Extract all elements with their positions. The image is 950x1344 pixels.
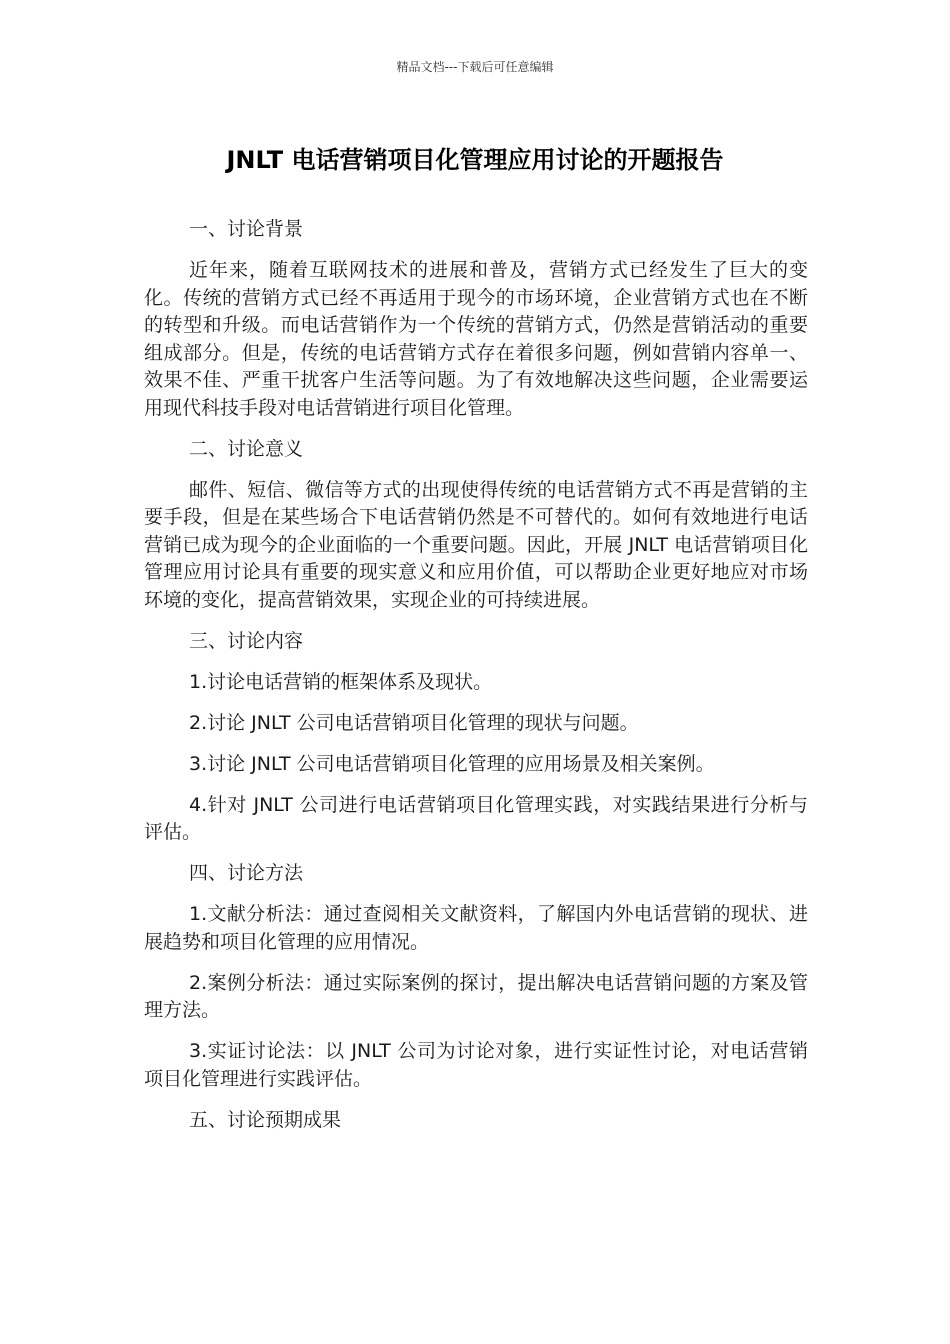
- content-item-2: 2.讨论 JNLT 公司电话营销项目化管理的现状与问题。: [189, 711, 639, 734]
- content-item-4: 4.针对 JNLT 公司进行电话营销项目化管理实践，对实践结果进行分析与评估。: [144, 793, 808, 843]
- method-item-1: 1.文献分析法：通过查阅相关文献资料，了解国内外电话营销的现状、进展趋势和项目化管理的应用情况。: [144, 903, 808, 953]
- document-body: [144, 216, 808, 1148]
- section-heading-significance: 二、讨论意义: [189, 437, 304, 460]
- content-item-1: 1.讨论电话营销的框架体系及现状。: [189, 670, 493, 693]
- paragraph-background: 近年来，随着互联网技术的进展和普及，营销方式已经发生了巨大的变化。传统的营销方式已经不再适用于现今的市场环境，企业营销方式也在不断的转型和升级。而电话营销作为一个传统的营销方式，仍然是营销活动的重要组成部分。但是，传统的电话营销方式存在着很多问题，例如营销内容单一、效果不佳、严重干扰客户生活等问题。为了有效地解决这些问题，企业需要运用现代科技手段对电话营销进行项目化管理。: [144, 259, 808, 419]
- content-item-3: 3.讨论 JNLT 公司电话营销项目化管理的应用场景及相关案例。: [189, 752, 715, 775]
- section-heading-methods: 四、讨论方法: [189, 862, 304, 884]
- header-note: 精品文档---下载后可任意编辑: [396, 60, 554, 74]
- paragraph-significance: 邮件、短信、微信等方式的出现使得传统的电话营销方式不再是营销的主要手段，但是在某些场合下电话营销仍然是不可替代的。如何有效地进行电话营销已成为现今的企业面临的一个重要问题。因此，开展 JNLT 电话营销项目化管理应用讨论具有重要的现实意义和应用价值，可以帮助企业更好地应对市场环境的变化，提高营销效果，实现企业的可持续进展。: [144, 478, 808, 611]
- section-heading-background: 一、讨论背景: [189, 218, 304, 240]
- section-heading-content: 三、讨论内容: [189, 629, 304, 652]
- section-heading-expected-results: 五、讨论预期成果: [189, 1108, 342, 1131]
- method-item-2: 2.案例分析法：通过实际案例的探讨，提出解决电话营销问题的方案及管理方法。: [144, 971, 808, 1021]
- method-item-3: 3.实证讨论法：以 JNLT 公司为讨论对象，进行实证性讨论，对电话营销项目化管理进行实践评估。: [144, 1040, 808, 1090]
- document-title: JNLT 电话营销项目化管理应用讨论的开题报告: [226, 146, 724, 174]
